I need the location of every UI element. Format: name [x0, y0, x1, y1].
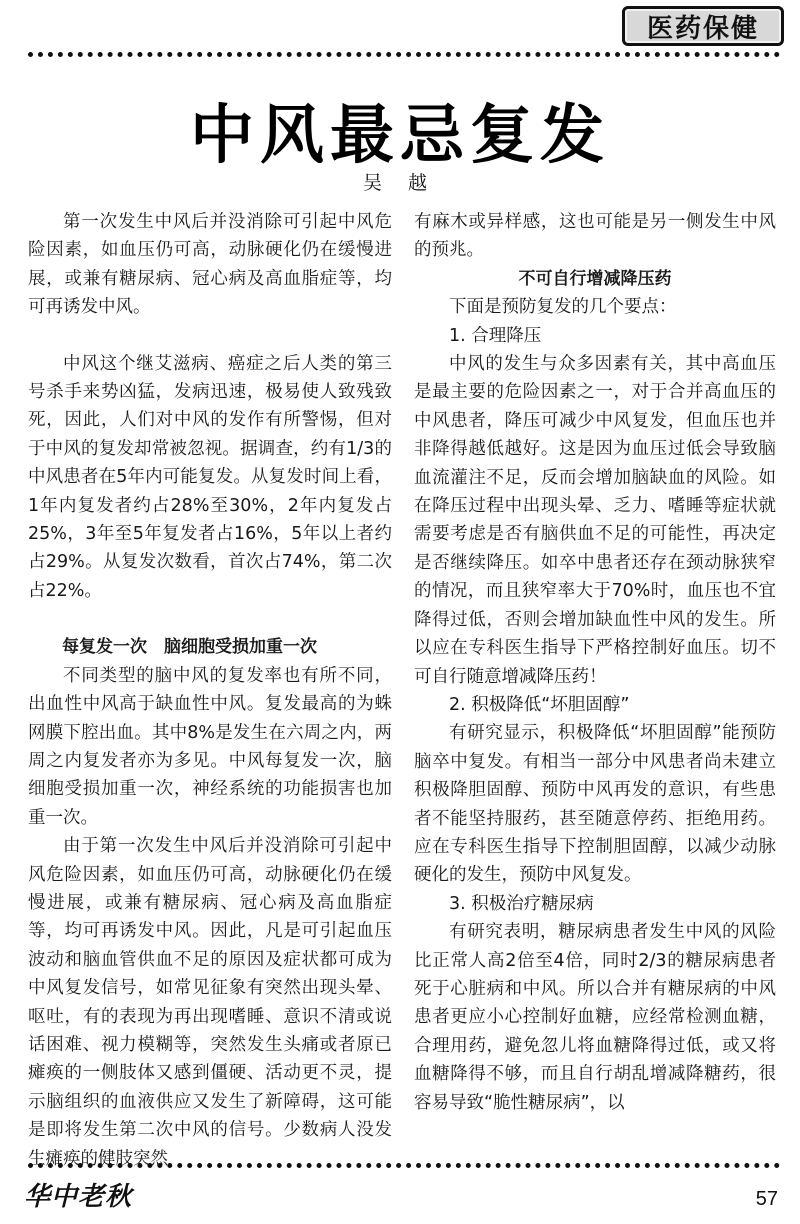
footer-divider — [28, 1163, 780, 1168]
paragraph: 下面是预防复发的几个要点： — [449, 297, 677, 318]
list-item-title: 3. 积极治疗糖尿病 — [449, 893, 594, 914]
paragraph: 不同类型的脑中风的复发率也有所不同，出血性中风高于缺血性中风。复发最高的为蛛网膜下腔出血。其中8%是发生在六周之内，两周之内复发者亦为多见。中风每复发一次，脑细胞受损加重一次，神经系统的功能损害也加重一次。 — [28, 665, 392, 828]
paragraph: 第一次发生中风后并没消除可引起中风危险因素，如血压仍可高，动脉硬化仍在缓慢进展，或兼有糖尿病、冠心病及高血脂症等，均可再诱发中风。 — [28, 212, 392, 318]
right-column — [414, 208, 776, 1117]
list-item-title: 1. 合理降压 — [449, 325, 542, 346]
paragraph: 有研究表明，糖尿病患者发生中风的风险比正常人高2倍至4倍，同时2/3的糖尿病患者死于心脏病和中风。所以合并有糖尿病的中风患者更应小心控制好血糖，应经常检测血糖，合理用药，避免忽儿将血糖降得过低，或又将血糖降得不够，而且自行胡乱增减降糖药，很容易导致“脆性糖尿病”，以 — [414, 922, 776, 1113]
subheading: 每复发一次 脑细胞受损加重一次 — [62, 637, 317, 658]
paragraph: 有麻木或异样感，这也可能是另一侧发生中风的预兆。 — [414, 212, 776, 261]
header-divider — [28, 52, 780, 57]
paragraph: 中风这个继艾滋病、癌症之后人类的第三号杀手来势凶猛，发病迅速，极易使人致残致死，因此，人们对中风的发作有所警惕，但对于中风的复发却常被忽视。据调查，约有1/3的中风患者在5年内可能复发。从复发时间上看，1年内复发者约占28%至30%，2年内复发占25%，3年至5年复发者占16%，5年以上者约占29%。从复发次数看，首次占74%，第二次占22%。 — [28, 353, 392, 601]
paragraph: 有研究显示，积极降低“坏胆固醇”能预防脑卒中复发。有相当一部分中风患者尚未建立积极降胆固醇、预防中风再发的意识，有些患者不能坚持服药，甚至随意停药、拒绝用药。应在专科医生指导下控制胆固醇，以减少动脉硬化的发生，预防中风复发。 — [414, 723, 776, 886]
section-tag: 医药保健 — [622, 6, 784, 46]
subheading: 不可自行增减降压药 — [518, 268, 672, 289]
list-item-title: 2. 积极降低“坏胆固醇” — [449, 694, 630, 715]
paragraph: 中风的发生与众多因素有关，其中高血压是最主要的危险因素之一，对于合并高血压的中风患者，降压可减少中风复发，但血压也并非降得越低越好。这是因为血压过低会导致脑血流灌注不足，反而会增加脑缺血的风险。如在降压过程中出现头晕、乏力、嗜睡等症状就需要考虑是否有脑供血不足的可能性，再决定是否继续降压。如卒中患者还存在颈动脉狭窄的情况，而且狭窄率大于70%时，血压也不宜降得过低，否则会增加缺血性中风的发生。所以应在专科医生指导下严格控制好血压。切不可自行随意增减降压药！ — [414, 354, 776, 687]
page-number: 57 — [755, 1188, 778, 1210]
article-title: 中风最忌复发 — [190, 99, 610, 173]
left-column — [28, 208, 392, 1173]
article-author: 吴 越 — [362, 172, 438, 194]
magazine-logo: 华中老秋 — [24, 1182, 133, 1212]
paragraph: 由于第一次发生中风后并没消除可引起中风危险因素，如血压仍可高，动脉硬化仍在缓慢进展，或兼有糖尿病、冠心病及高血脂症等，均可再诱发中风。因此，凡是可引起血压波动和脑血管供血不足的原因及症状都可成为中风复发信号，如常见征象有突然出现头晕、呕吐，有的表现为再出现嗜睡、意识不清或说话困难、视力模糊等，突然发生头痛或者原已瘫痪的一侧肢体又感到僵硬、活动更不灵，提示脑组织的血液供应又发生了新障碍，这可能是即将发生第二次中风的信号。少数病人没发生瘫痪的健肢突然 — [28, 836, 392, 1169]
